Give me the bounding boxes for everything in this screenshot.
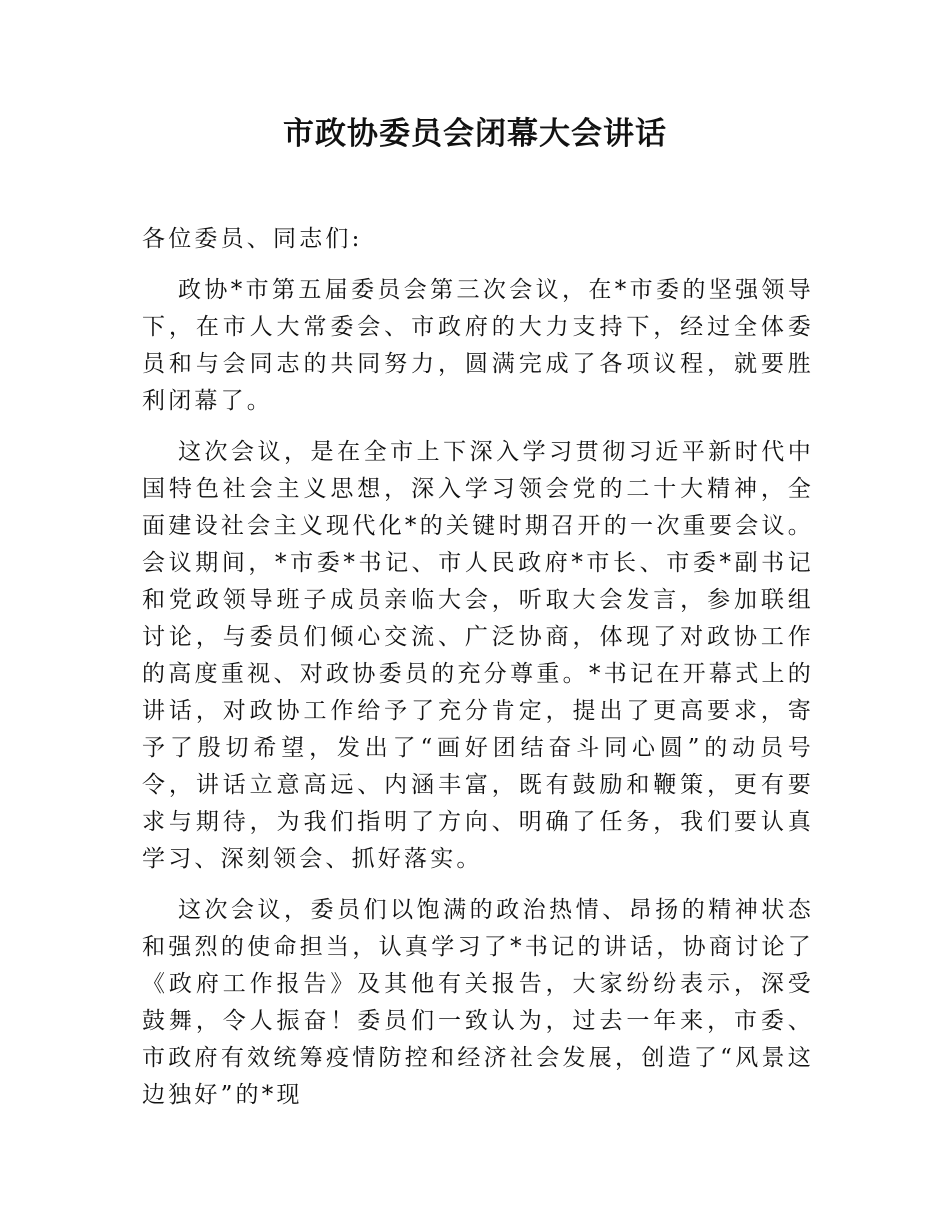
paragraph-2: 这次会议，是在全市上下深入学习贯彻习近平新时代中国特色社会主义思想，深入学习领会党的二十大精神，全面建设社会主义现代化*的关键时期召开的一次重要会议。会议期间，*市委*书记、市人民政府*市长、市委*副书记和党政领导班子成员亲临大会，听取大会发言，参加联组讨论，与委员们倾心交流、广泛协商，体现了对政协工作的高度重视、对政协委员的充分尊重。*书记在开幕式上的讲话，对政协工作给予了充分肯定，提出了更高要求，寄予了殷切希望，发出了“画好团结奋斗同心圆”的动员号令，讲话立意高远、内涵丰富，既有鼓励和鞭策，更有要求与期待，为我们指明了方向、明确了任务，我们要认真学习、深刻领会、抓好落实。 bbox=[142, 439, 814, 872]
page-title: 市政协委员会闭幕大会讲话 bbox=[283, 116, 667, 152]
paragraph-1: 政协*市第五届委员会第三次会议，在*市委的坚强领导下，在市人大常委会、市政府的大力支持下，经过全体委员和与会同志的共同努力，圆满完成了各项议程，就要胜利闭幕了。 bbox=[142, 277, 814, 414]
document-body bbox=[142, 221, 814, 1128]
paragraph-3: 这次会议，委员们以饱满的政治热情、昂扬的精神状态和强烈的使命担当，认真学习了*书记的讲话，协商讨论了《政府工作报告》及其他有关报告，大家纷纷表示，深受鼓舞，令人振奋！委员们一致认为，过去一年来，市委、市政府有效统筹疫情防控和经济社会发展，创造了“风景这边独好”的*现 bbox=[142, 897, 814, 1108]
salutation: 各位委员、同志们: bbox=[142, 226, 363, 252]
